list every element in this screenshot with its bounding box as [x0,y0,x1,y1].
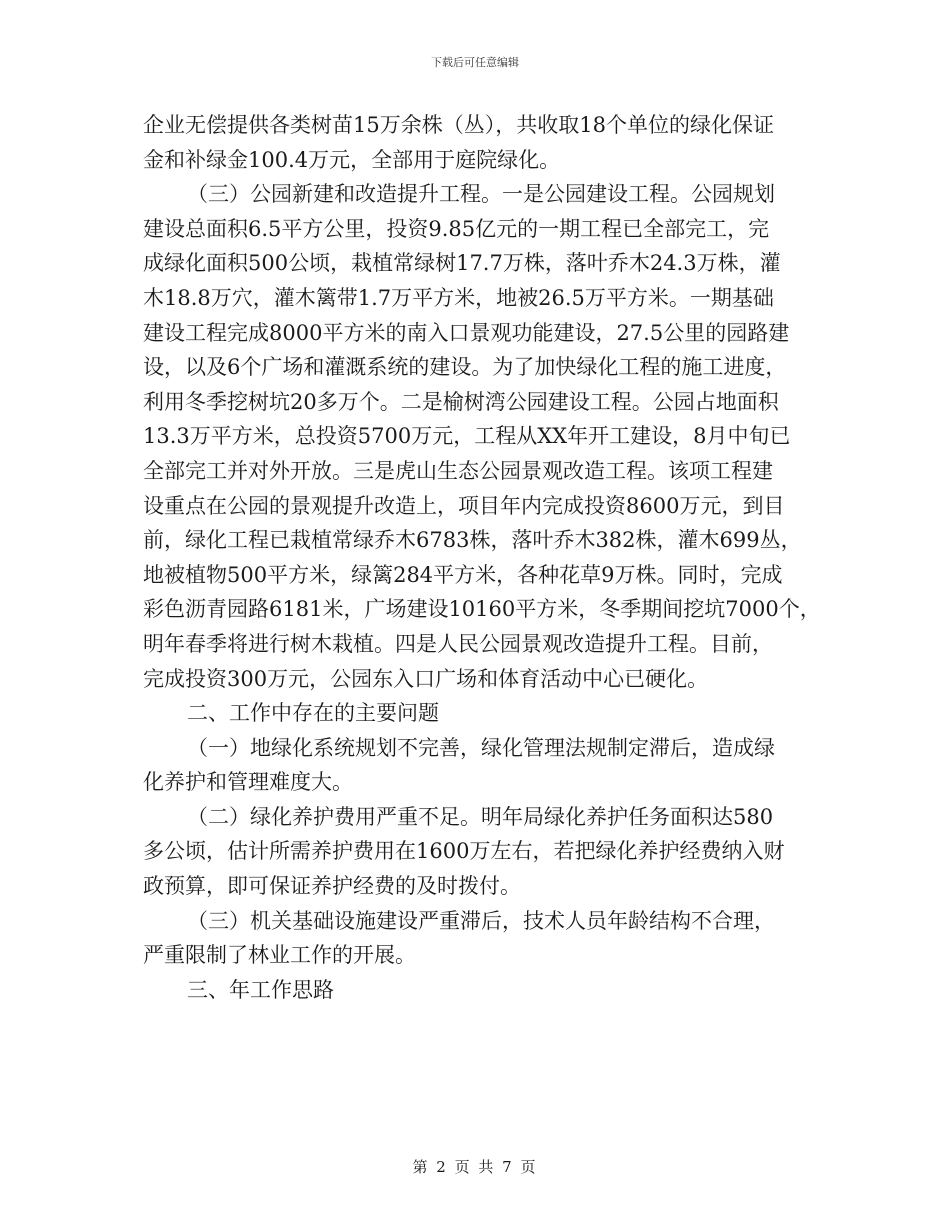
text-line: （三）机关基础设施建设严重滞后，技术人员年龄结构不合理， [187,908,775,933]
page-header: 下载后可任意编辑 [431,56,519,69]
text-line: 完成投资300万元，公园东入口广场和体育活动中心已硬化。 [143,666,709,691]
text-line: 明年春季将进行树木栽植。四是人民公园景观改造提升工程。目前， [143,631,773,656]
text-line: 利用冬季挖树坑20多万个。二是榆树湾公园建设工程。公园占地面积 [143,389,779,414]
text-line: 成绿化面积500公顷，栽植常绿树17.7万株，落叶乔木24.3万株，灌 [143,251,781,276]
text-line: 化养护和管理难度大。 [143,770,353,795]
document-body [143,108,823,1007]
text-line: 设，以及6个广场和灌溉系统的建设。为了加快绿化工程的施工进度， [143,355,787,380]
text-line: 木18.8万穴，灌木篱带1.7万平方米，地被26.5万平方米。一期基础 [143,285,774,310]
text-line: 企业无偿提供各类树苗15万余株（丛），共收取18个单位的绿化保证 [143,113,774,137]
text-line: （二）绿化养护费用严重不足。明年局绿化养护任务面积达580 [187,804,774,829]
text-line: 建设工程完成8000平方米的南入口景观功能建设，27.5公里的园路建 [143,320,790,345]
text-line: 设重点在公园的景观提升改造上，项目年内完成投资8600万元，到目 [143,493,785,518]
text-line: 金和补绿金100.4万元，全部用于庭院绿化。 [143,147,561,172]
text-line: 多公顷，估计所需养护费用在1600万左右，若把绿化养护经费纳入财 [143,839,785,864]
text-line: 地被植物500平方米，绿篱284平方米，各种花草9万株。同时，完成 [143,562,783,587]
text-line: 二、工作中存在的主要问题 [187,701,439,726]
text-line: 13.3万平方米，总投资5700万元，工程从XX年开工建设，8月中旬已 [143,424,791,449]
text-line: 彩色沥青园路6181米，广场建设10160平方米，冬季期间挖坑7000个， [143,597,821,622]
page-number-footer: 第 2 页 共 7 页 [412,1158,538,1176]
text-line: （三）公园新建和改造提升工程。一是公园建设工程。公园规划 [187,182,775,207]
text-line: 政预算，即可保证养护经费的及时拨付。 [143,874,521,899]
text-line: 建设总面积6.5平方公里，投资9.85亿元的一期工程已全部完工，完 [143,216,770,241]
text-line: 严重限制了林业工作的开展。 [143,943,416,968]
text-line: 全部完工并对外开放。三是虎山生态公园景观改造工程。该项工程建 [143,458,773,483]
text-line: 前，绿化工程已栽植常绿乔木6783株，落叶乔木382株，灌木699丛， [143,528,802,553]
text-line: 三、年工作思路 [187,977,334,1002]
text-line: （一）地绿化系统规划不完善，绿化管理法规制定滞后，造成绿 [187,735,775,760]
